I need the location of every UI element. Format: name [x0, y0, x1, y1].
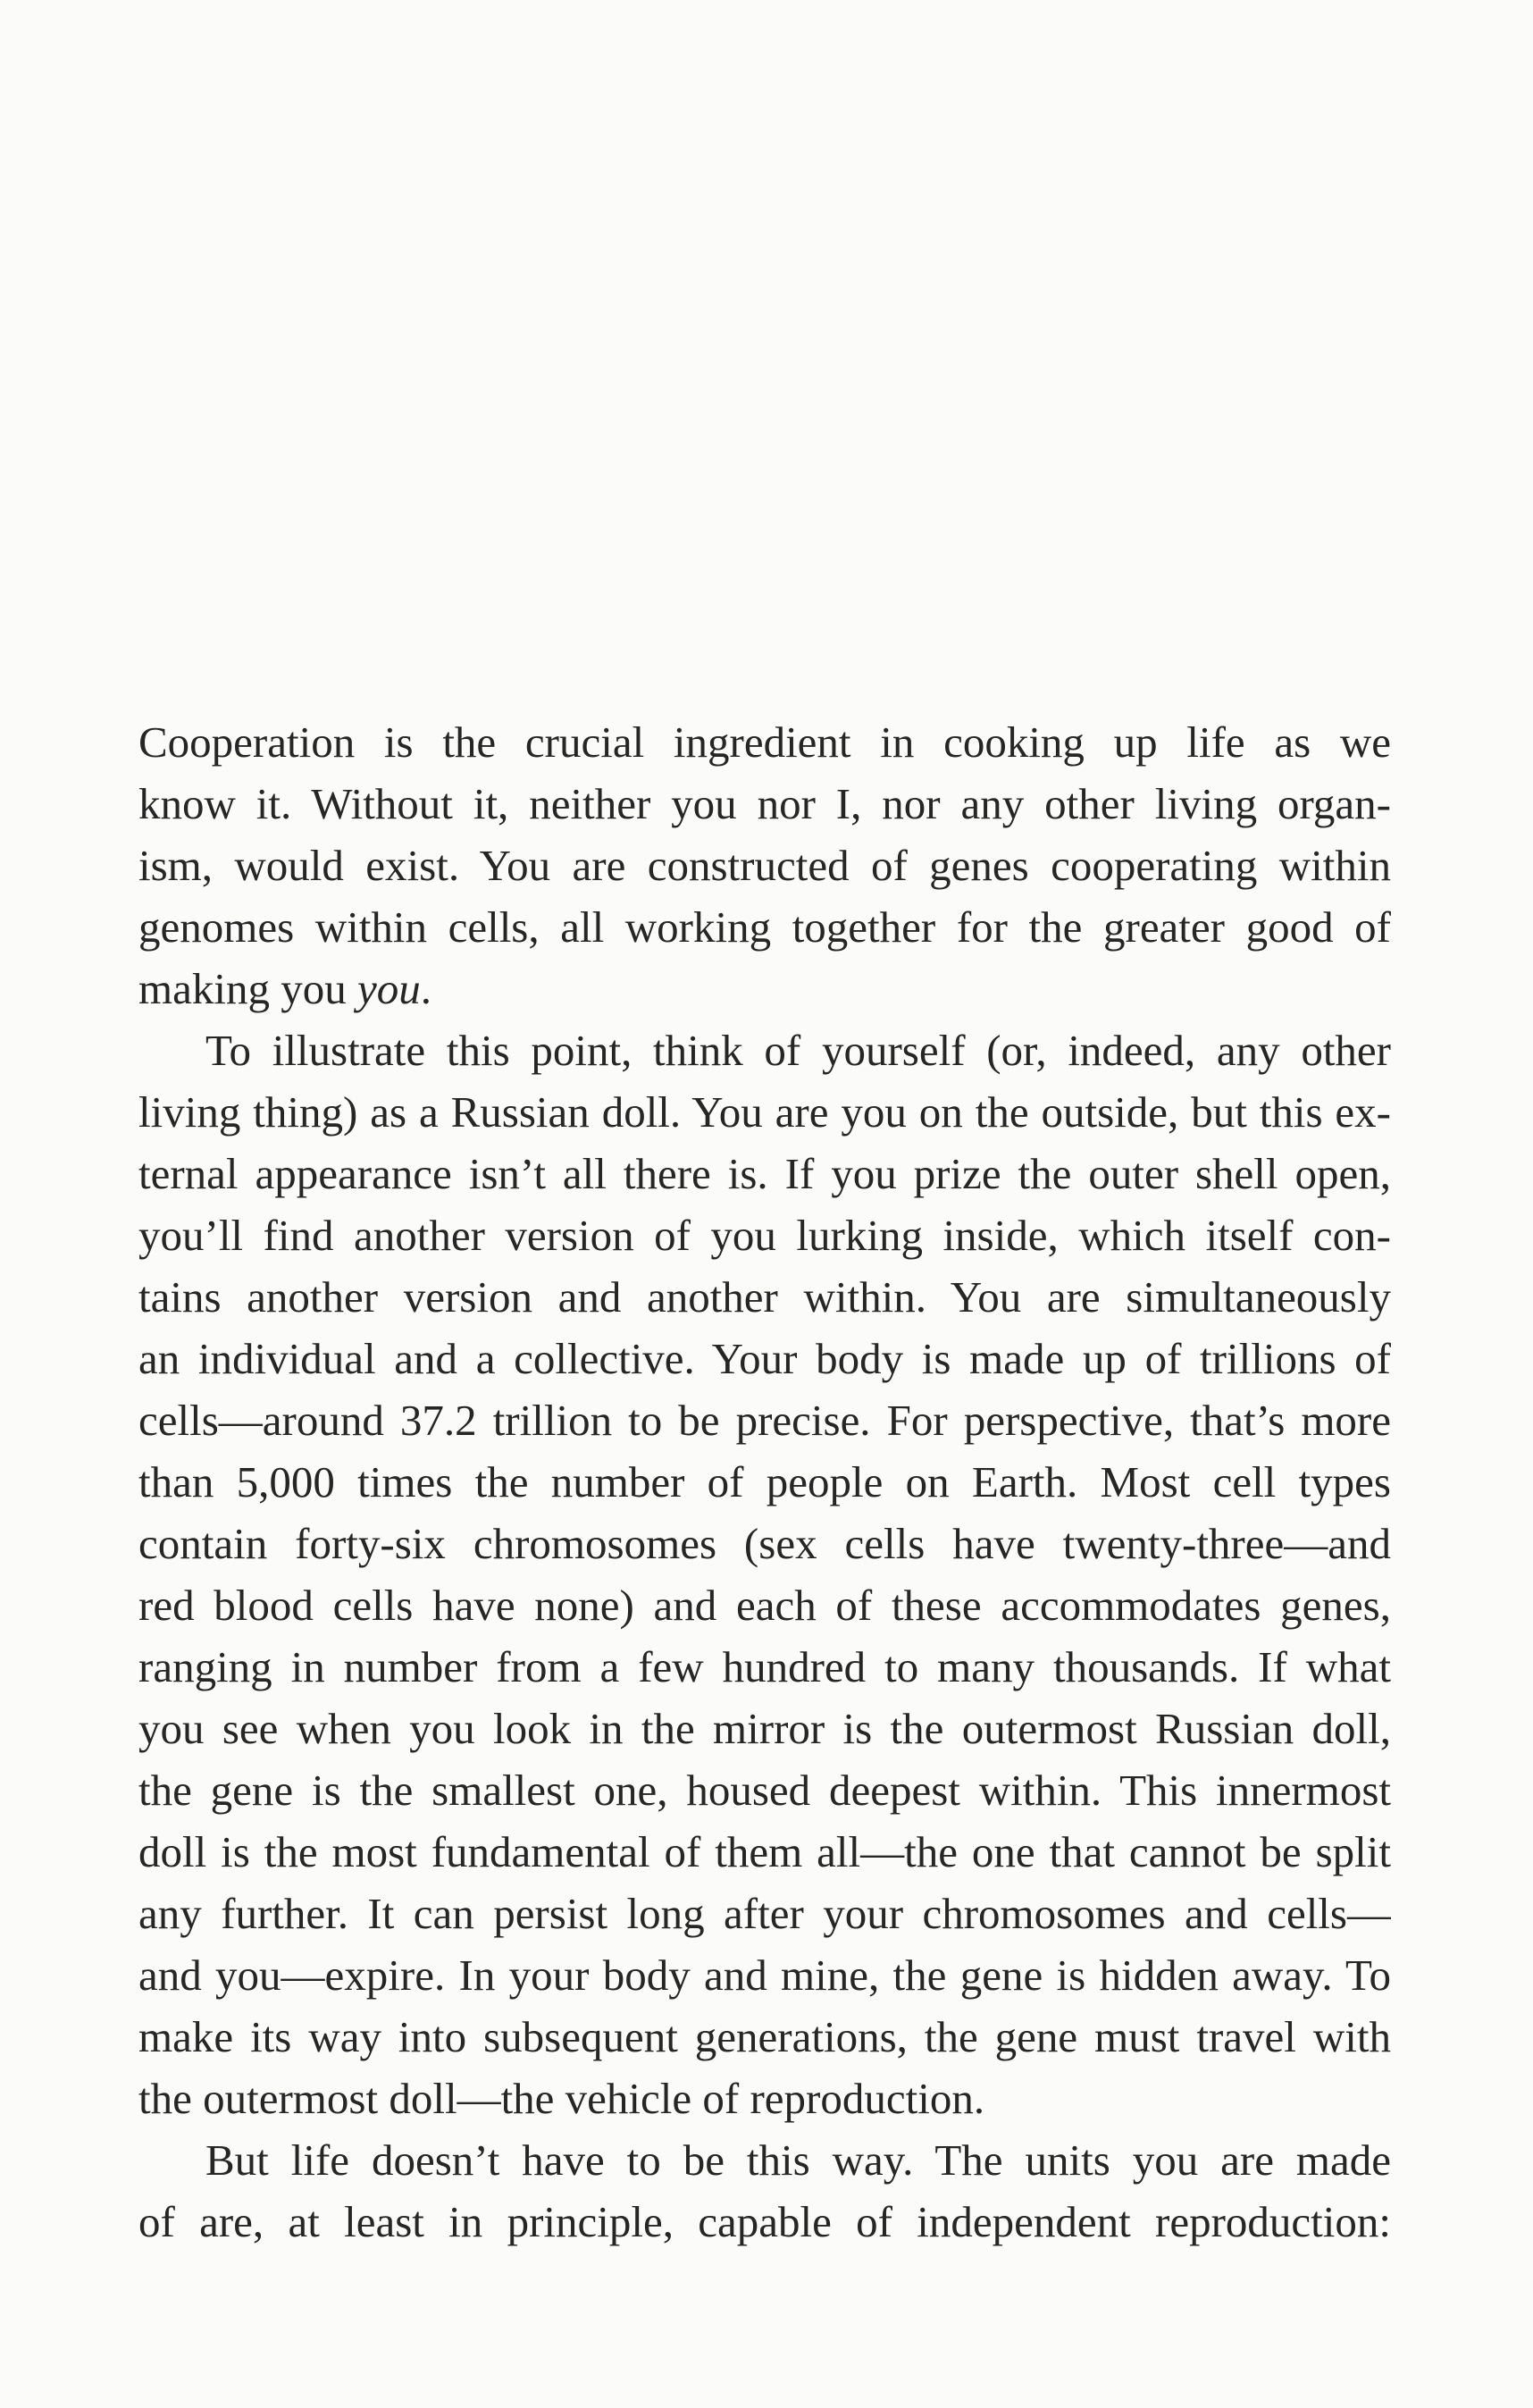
text-line: Cooperation is the crucial ingredient in cooking up life as we: [138, 717, 1391, 767]
emphasis-you: you: [356, 964, 421, 1013]
text-line: the gene is the smallest one, housed deepest within. This innermost: [138, 1766, 1391, 1815]
text-prefix: making you: [138, 964, 357, 1013]
text-line: you see when you look in the mirror is the outermost Russian doll,: [138, 1704, 1391, 1753]
text-line: and you—expire. In your body and mine, the gene is hidden away. To: [138, 1951, 1391, 2000]
text-line: doll is the most fundamental of them all—the one that cannot be split: [138, 1827, 1391, 1876]
text-line: know it. Without it, neither you nor I, nor any other living organ-: [138, 779, 1391, 828]
text-line: than 5,000 times the number of people on Earth. Most cell types: [138, 1457, 1391, 1506]
text-line: ism, would exist. You are constructed of genes cooperating within: [138, 841, 1391, 890]
text-line: red blood cells have none) and each of these accommodates genes,: [138, 1581, 1391, 1630]
text-line: you’ll find another version of you lurking inside, which itself con-: [138, 1211, 1391, 1260]
text-line: any further. It can persist long after your chromosomes and cells—: [138, 1889, 1391, 1938]
text-line-last: the outermost doll—the vehicle of reproduction.: [138, 2074, 985, 2123]
text-line: ranging in number from a few hundred to many thousands. If what: [138, 1642, 1391, 1691]
text-line: To illustrate this point, think of yourself (or, indeed, any other: [205, 1026, 1391, 1075]
text-line: genomes within cells, all working together for the greater good of: [138, 902, 1391, 952]
paragraph-3: [138, 2129, 1391, 2253]
paragraph-1: [138, 711, 1391, 1019]
text-line: tains another version and another within. You are simultaneously: [138, 1272, 1391, 1321]
text-line: contain forty-six chromosomes (sex cells have twenty-three—and: [138, 1519, 1391, 1568]
body-text: [138, 711, 1391, 2253]
text-line: an individual and a collective. Your body is made up of trillions of: [138, 1334, 1391, 1383]
text-line-last: [138, 958, 1391, 1019]
text-line: living thing) as a Russian doll. You are you on the outside, but this ex-: [138, 1087, 1391, 1137]
text-line: But life doesn’t have to be this way. The units you are made: [205, 2135, 1391, 2185]
text-line: of are, at least in principle, capable of independent reproduction:: [138, 2197, 1391, 2246]
text-suffix: .: [420, 964, 431, 1013]
paragraph-2: [138, 1019, 1391, 2129]
text-line: cells—around 37.2 trillion to be precise. For perspective, that’s more: [138, 1396, 1391, 1445]
text-line: ternal appearance isn’t all there is. If you prize the outer shell open,: [138, 1149, 1391, 1198]
text-line: make its way into subsequent generations, the gene must travel with: [138, 2012, 1391, 2061]
